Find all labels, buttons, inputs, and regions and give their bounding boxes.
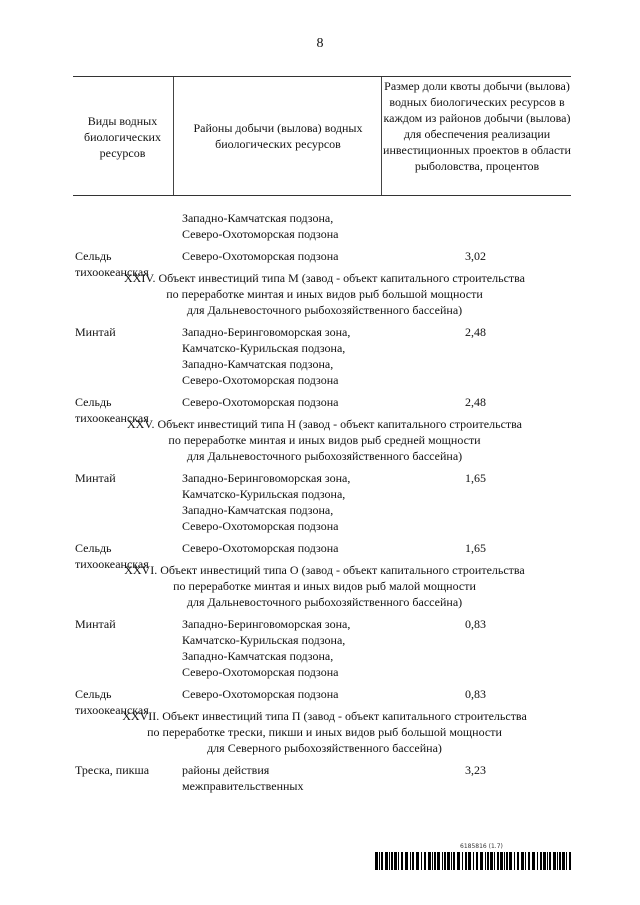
barcode-bar [504, 852, 505, 870]
barcode-bar [480, 852, 483, 870]
barcode [375, 852, 573, 870]
barcode-bar [394, 852, 397, 870]
share-cell: 1,65 [465, 471, 486, 485]
species-cell: Сельдь тихоокеанская [75, 541, 149, 571]
header-share-cell [381, 77, 572, 195]
barcode-bar [468, 852, 471, 870]
barcode-bar [569, 852, 571, 870]
table-row [75, 210, 570, 242]
share-cell: 3,23 [465, 763, 486, 777]
section-heading: XXV. Объект инвестиций типа Н (завод - объект капитального строительства по переработке минтая и иных видов рыб средней мощности для Дальневосточного рыбохозяйственного бассейна) [127, 417, 522, 463]
barcode-bar [424, 852, 426, 870]
barcode-bar [379, 852, 380, 870]
table-row [75, 324, 570, 388]
barcode-bar [487, 852, 489, 870]
barcode-bar [410, 852, 411, 870]
header-area: Районы добычи (вылова) водных биологических ресурсов [193, 121, 363, 151]
barcode-bar [444, 852, 446, 870]
table-row [75, 394, 570, 425]
barcode-bar [416, 852, 419, 870]
barcode-bar [562, 852, 565, 870]
table-body [75, 210, 570, 800]
barcode-bar [442, 852, 443, 870]
header-species-cell [73, 77, 172, 195]
barcode-bar [447, 852, 450, 870]
barcode-bar [485, 852, 486, 870]
barcode-bar [476, 852, 478, 870]
area-cell: Западно-Беринговоморская зона, Камчатско-Курильская подзона, Западно-Камчатская подзона, Северо-Охотоморская подзона [182, 471, 351, 533]
area-cell: Северо-Охотоморская подзона [182, 249, 339, 263]
barcode-bar [432, 852, 433, 870]
barcode-bar [457, 852, 460, 870]
barcode-bar [532, 852, 535, 870]
area-cell: Западно-Беринговоморская зона, Камчатско-Курильская подзона, Западно-Камчатская подзона, Северо-Охотоморская подзона [182, 325, 351, 387]
barcode-bar [559, 852, 561, 870]
barcode-bar [540, 852, 542, 870]
share-cell: 3,02 [465, 249, 486, 263]
area-cell: Западно-Камчатская подзона, Северо-Охотоморская подзона [182, 211, 339, 241]
table-row [75, 762, 570, 794]
area-cell: Северо-Охотоморская подзона [182, 541, 339, 555]
share-cell: 0,83 [465, 617, 486, 631]
barcode-bar [453, 852, 455, 870]
barcode-bar [514, 852, 515, 870]
barcode-bar [543, 852, 546, 870]
table-row [75, 470, 570, 534]
barcode-bar [509, 852, 512, 870]
barcode-bar [553, 852, 556, 870]
barcode-bar [389, 852, 390, 870]
share-cell: 0,83 [465, 687, 486, 701]
section-heading: XXIV. Объект инвестиций типа М (завод - объект капитального строительства по переработке минтая и иных видов рыб большой мощности для Дальневосточного рыбохозяйственного бассейна) [124, 271, 525, 317]
area-cell: Северо-Охотоморская подзона [182, 395, 339, 409]
header-area-cell [173, 77, 382, 195]
barcode-bar [549, 852, 551, 870]
barcode-bar [525, 852, 526, 870]
barcode-bar [506, 852, 508, 870]
table-row [75, 686, 570, 717]
barcode-bar [375, 852, 378, 870]
barcode-bar [566, 852, 567, 870]
table-row [75, 616, 570, 680]
barcode-bar [528, 852, 530, 870]
barcode-bar [557, 852, 558, 870]
barcode-bar [537, 852, 538, 870]
barcode-bar [412, 852, 414, 870]
species-cell: Минтай [75, 617, 116, 631]
table-row [75, 540, 570, 571]
area-cell: Северо-Охотоморская подзона [182, 687, 339, 701]
barcode-bar [517, 852, 519, 870]
species-cell: Минтай [75, 325, 116, 339]
header-species: Виды водных биологических ресурсов [84, 114, 161, 160]
species-cell: Треска, пикша [75, 763, 150, 777]
barcode-bar [401, 852, 403, 870]
section-heading: XXVI. Объект инвестиций типа О (завод - объект капитального строительства по переработке минтая и иных видов рыб малой мощности для Дальневосточного рыбохозяйственного бассейна) [124, 563, 525, 609]
barcode-bar [428, 852, 431, 870]
barcode-bar [490, 852, 493, 870]
barcode-bar [385, 852, 388, 870]
barcode-bar [465, 852, 467, 870]
barcode-bar [500, 852, 503, 870]
footer-code: 6185816 (1.7) [460, 843, 503, 850]
header-share: Размер доли квоты добычи (вылова) водных биологических ресурсов в каждом из районов добычи (вылова) для обеспечения реализации инвестиционных проектов в области рыболовства, процентов [383, 79, 571, 173]
share-cell: 2,48 [465, 325, 486, 339]
table-header [73, 76, 571, 196]
species-cell: Сельдь тихоокеанская [75, 687, 149, 717]
table-row [75, 248, 570, 279]
barcode-bar [497, 852, 499, 870]
barcode-bar [521, 852, 524, 870]
section-heading: XXVII. Объект инвестиций типа П (завод - объект капитального строительства по переработке трески, пикши и иных видов рыб большой мощности для Северного рыбохозяйственного бассейна) [122, 709, 527, 755]
barcode-bar [391, 852, 393, 870]
species-cell: Сельдь тихоокеанская [75, 249, 149, 279]
barcode-bar [381, 852, 383, 870]
barcode-bar [437, 852, 440, 870]
barcode-bar [473, 852, 474, 870]
area-cell: районы действия межправительственных [182, 763, 304, 793]
barcode-bar [434, 852, 436, 870]
barcode-bar [547, 852, 548, 870]
species-cell: Минтай [75, 471, 116, 485]
barcode-bar [462, 852, 463, 870]
barcode-bar [494, 852, 495, 870]
barcode-bar [398, 852, 399, 870]
share-cell: 2,48 [465, 395, 486, 409]
barcode-bar [451, 852, 452, 870]
species-cell: Сельдь тихоокеанская [75, 395, 149, 425]
barcode-bar [421, 852, 422, 870]
area-cell: Западно-Беринговоморская зона, Камчатско-Курильская подзона, Западно-Камчатская подзона, Северо-Охотоморская подзона [182, 617, 351, 679]
page-number: 8 [316, 36, 324, 51]
barcode-bar [405, 852, 408, 870]
share-cell: 1,65 [465, 541, 486, 555]
